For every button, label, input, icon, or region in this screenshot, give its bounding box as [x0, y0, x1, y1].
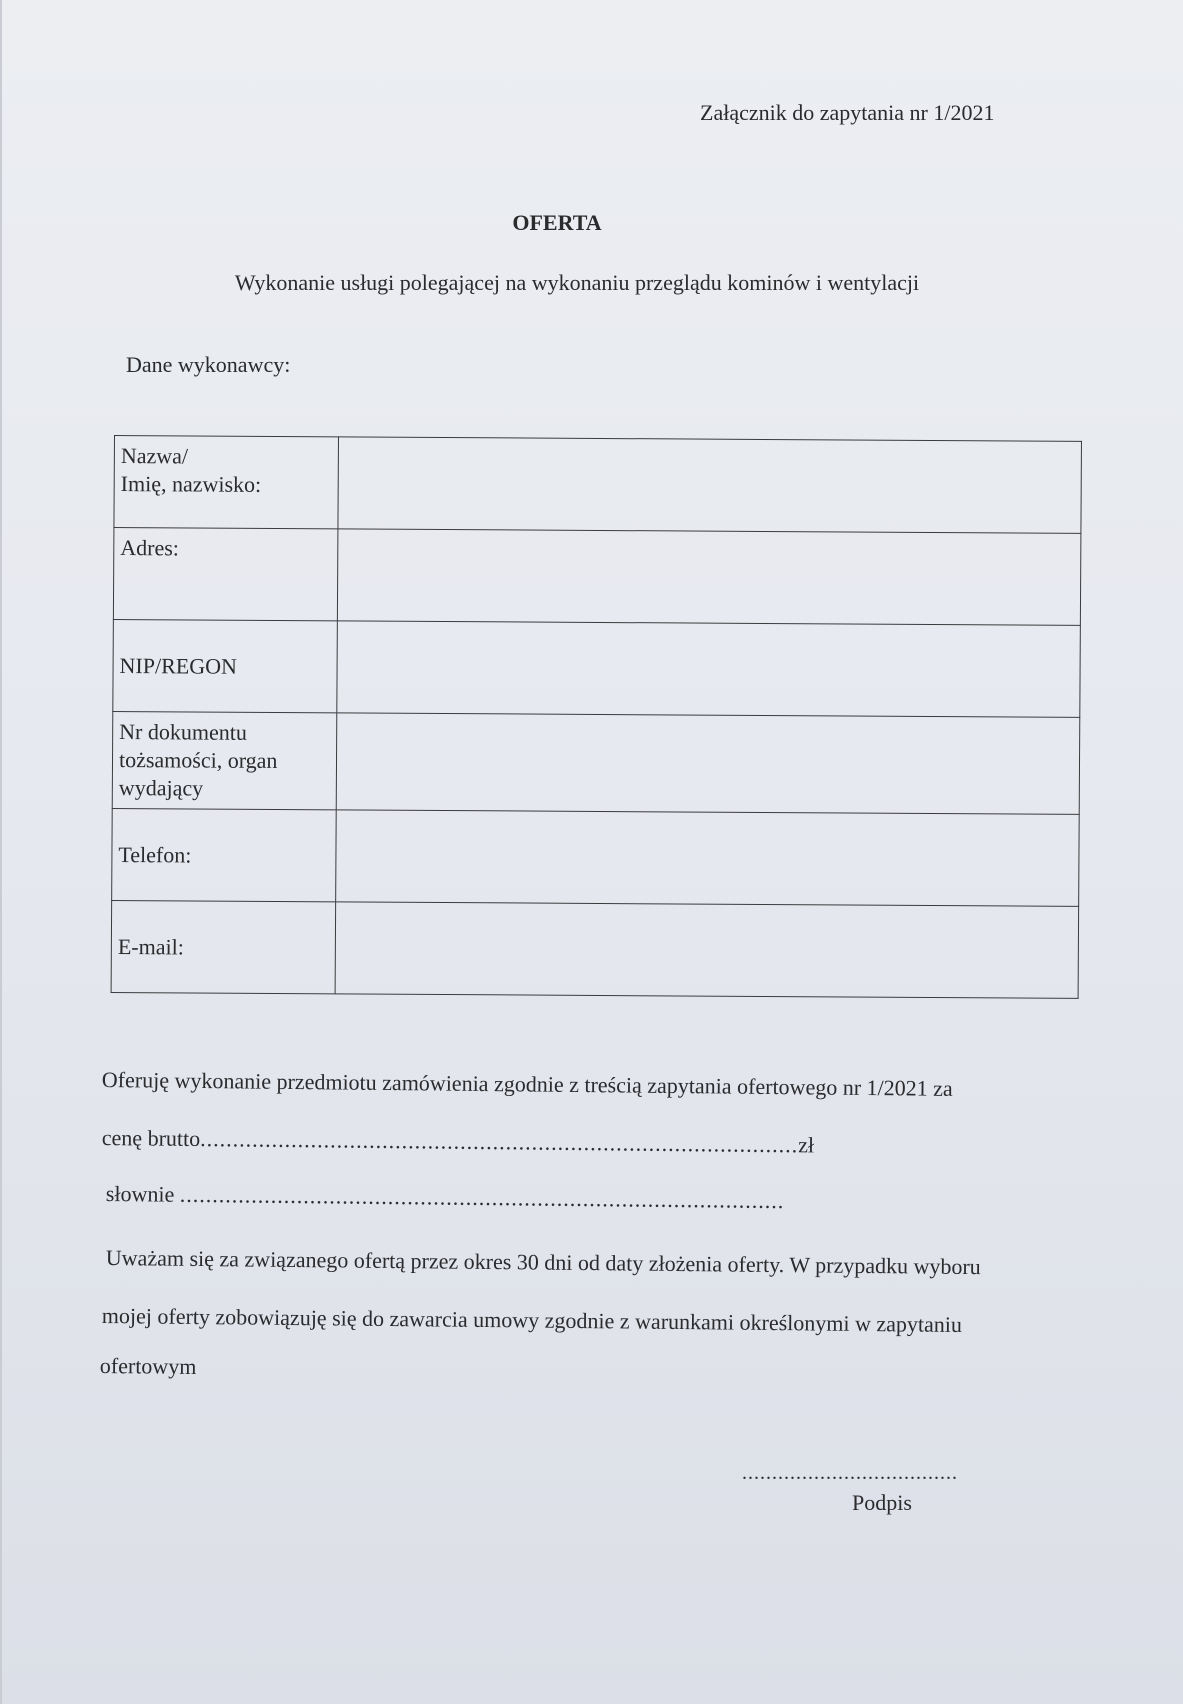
row-label-line: Telefon:	[118, 841, 192, 867]
price-line	[102, 1124, 1082, 1162]
table-row	[112, 808, 1080, 906]
row-label-phone	[112, 808, 337, 901]
document-subtitle: Wykonanie usługi polegającej na wykonaniu przeglądu kominów i wentylacji	[234, 270, 920, 295]
id-document-field[interactable]	[336, 713, 1080, 815]
row-label-line: tożsamości, organ	[118, 747, 278, 774]
price-label: cenę brutto	[101, 1125, 201, 1152]
row-label-line: Nazwa/	[120, 443, 189, 469]
table-row	[111, 900, 1079, 998]
table-row	[114, 436, 1082, 534]
email-field[interactable]	[335, 902, 1079, 999]
row-label-line: wydający	[118, 775, 204, 801]
row-label-line: Imię, nazwisko:	[120, 471, 262, 497]
row-label-address	[113, 528, 338, 621]
signature-label: Podpis	[852, 1490, 912, 1515]
row-label-line: Adres:	[120, 535, 180, 561]
signature-line[interactable]: ....................................	[742, 1462, 958, 1484]
address-field[interactable]	[337, 529, 1081, 626]
name-field[interactable]	[338, 437, 1082, 534]
offer-text-line: Oferuję wykonanie przedmiotu zamówienia zgodnie z treścią zapytania ofertowego nr 1/2021 za	[101, 1067, 953, 1101]
contractor-table	[111, 435, 1082, 999]
words-line	[106, 1180, 1086, 1218]
binding-text-line-2: mojej oferty zobowiązuję się do zawarcia umowy zgodnie z warunkami określonymi w zapytaniu	[101, 1303, 963, 1338]
contractor-data-label: Dane wykonawcy:	[126, 352, 291, 377]
row-label-email	[111, 900, 336, 993]
row-label-line: NIP/REGON	[119, 652, 238, 679]
table-row	[112, 711, 1080, 814]
attachment-note: Załącznik do zapytania nr 1/2021	[700, 100, 995, 125]
nip-regon-field[interactable]	[337, 621, 1081, 718]
binding-text-line-1: Uważam się za związanego ofertą przez okres 30 dni od daty złożenia oferty. W przypadku wyboru	[105, 1245, 981, 1280]
currency-label: zł	[798, 1132, 815, 1158]
words-fill-line[interactable]: .............................................................................................	[179, 1181, 785, 1214]
row-label-nip-regon	[113, 619, 338, 712]
document-title: OFERTA	[512, 210, 602, 235]
words-label: słownie	[105, 1181, 175, 1207]
table-row	[113, 528, 1081, 626]
row-label-line: Nr dokumentu	[119, 719, 247, 745]
binding-text-line-3: ofertowym	[99, 1353, 197, 1380]
row-label-line: E-mail:	[117, 933, 184, 959]
row-label-id-document	[112, 711, 337, 809]
row-label-name	[114, 436, 339, 529]
phone-field[interactable]	[336, 810, 1080, 907]
price-fill-line[interactable]: ............................................................................................	[200, 1126, 799, 1158]
table-row	[113, 619, 1081, 717]
